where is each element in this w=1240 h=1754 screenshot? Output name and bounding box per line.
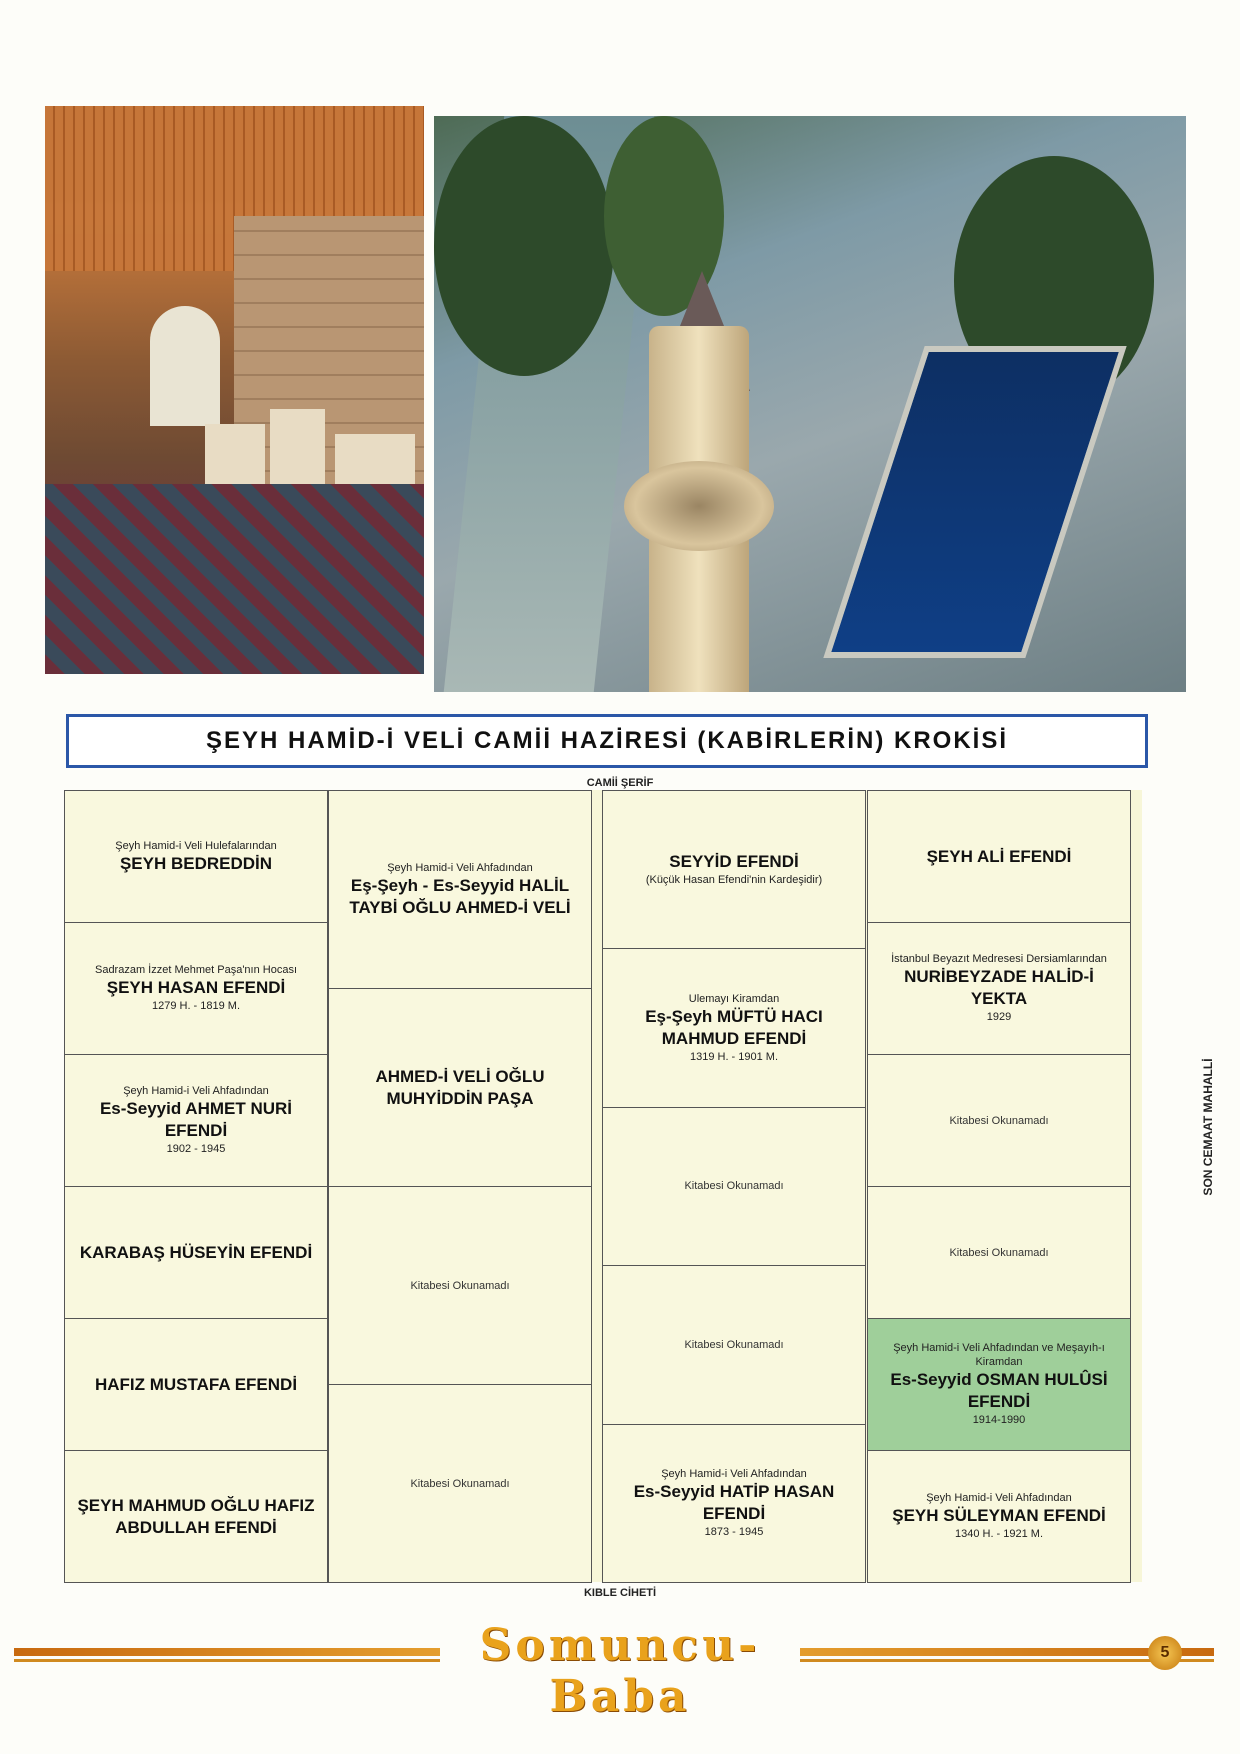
grave-date: 1319 H. - 1901 M. [689,1050,779,1063]
grave-cell [64,790,328,923]
grave-cell [867,922,1131,1055]
grave-cell [867,790,1131,923]
minaret-aerial-photo [434,116,1186,692]
unreadable-inscription: Kitabesi Okunamadı [949,1114,1049,1127]
grave-note: Şeyh Hamid-i Veli Ahfadından [123,1085,269,1097]
unreadable-inscription: Kitabesi Okunamadı [410,1279,510,1292]
grave-cell [328,790,592,989]
grave-cell [867,1186,1131,1319]
grave-cell [602,948,866,1107]
grave-name: Es-Seyyid OSMAN HULÛSİ EFENDİ [890,1370,1108,1411]
qibla-side-label: KIBLE CİHETİ [583,1587,657,1599]
grave-note: Şeyh Hamid-i Veli Ahfadından [387,861,533,874]
page-number: 5 [1148,1636,1182,1670]
plan-column [64,790,328,1582]
grave-name: ŞEYH ALİ EFENDİ [926,846,1072,866]
grave-date: 1902 - 1945 [166,1143,226,1155]
grave-name: ŞEYH SÜLEYMAN EFENDİ [892,1506,1106,1525]
grave-name: HAFIZ MUSTAFA EFENDİ [94,1374,298,1394]
grave-note: İstanbul Beyazıt Medresesi Dersiamlarından [891,953,1107,965]
grave-note: Şeyh Hamid-i Veli Ahfadından [926,1492,1072,1504]
grave-note: Şeyh Hamid-i Veli Hulefalarından [115,839,277,852]
plan-column [328,790,592,1582]
grave-note: Şeyh Hamid-i Veli Ahfadından [661,1467,807,1480]
grave-cell [64,1450,328,1583]
grave-note: Ulemayı Kiramdan [688,992,780,1005]
grave-cell [867,1450,1131,1583]
grave-name: ŞEYH BEDREDDİN [119,853,273,873]
porch-side-label: SON CEMAAT MAHALLİ [1201,1058,1215,1196]
unreadable-inscription: Kitabesi Okunamadı [684,1180,784,1193]
grave-cell [64,1186,328,1319]
grave-cell [328,1186,592,1385]
magazine-title: Somuncu-Baba [440,1620,800,1722]
grave-cell [602,1424,866,1583]
grave-date: 1340 H. - 1921 M. [954,1528,1044,1540]
plan-heading: ŞEYH HAMİD-İ VELİ CAMİİ HAZİRESİ (KABİRLERİN) KROKİSİ [66,714,1148,768]
unreadable-inscription: Kitabesi Okunamadı [410,1477,510,1490]
grave-cell [602,1107,866,1266]
grave-plan [64,790,1142,1582]
grave-note: Şeyh Hamid-i Veli Ahfadından ve Meşayıh-ı Kiramdan [893,1342,1105,1368]
grave-name: KARABAŞ HÜSEYİN EFENDİ [79,1242,313,1262]
grave-name: Eş-Şeyh - Es-Seyyid HALİL TAYBİ OĞLU AHMED-İ VELİ [349,875,571,917]
grave-name: Es-Seyyid AHMET NURİ EFENDİ [99,1099,293,1140]
grave-date: 1929 [986,1011,1012,1023]
grave-name: NURİBEYZADE HALİD-İ YEKTA [904,967,1094,1008]
mosque-side-label: CAMİİ ŞERİF [586,777,654,789]
grave-name: SEYYİD EFENDİ [669,852,799,872]
plan-column [867,790,1131,1582]
grave-date: 1279 H. - 1819 M. [151,1000,241,1012]
grave-date: (Küçük Hasan Efendi'nin Kardeşidir) [645,874,823,887]
grave-cell [867,1054,1131,1187]
mosque-interior-photo [45,106,424,674]
grave-name: Es-Seyyid HATİP HASAN EFENDİ [633,1481,835,1523]
grave-cell [602,790,866,949]
grave-cell [602,1265,866,1424]
grave-cell [328,988,592,1187]
grave-cell [64,922,328,1055]
unreadable-inscription: Kitabesi Okunamadı [684,1338,784,1351]
grave-name: AHMED-İ VELİ OĞLU MUHYİDDİN PAŞA [375,1066,545,1108]
grave-cell [328,1384,592,1583]
grave-date: 1914-1990 [972,1414,1026,1426]
grave-cell [867,1318,1131,1451]
grave-name: Eş-Şeyh MÜFTÜ HACI MAHMUD EFENDİ [645,1006,823,1048]
grave-note: Sadrazam İzzet Mehmet Paşa'nın Hocası [94,964,298,976]
grave-date: 1873 - 1945 [704,1525,764,1538]
unreadable-inscription: Kitabesi Okunamadı [949,1246,1049,1259]
grave-cell [64,1318,328,1451]
grave-cell [64,1054,328,1187]
grave-name: ŞEYH HASAN EFENDİ [106,978,286,997]
grave-name: ŞEYH MAHMUD OĞLU HAFIZ ABDULLAH EFENDİ [77,1495,315,1537]
plan-column [602,790,866,1582]
